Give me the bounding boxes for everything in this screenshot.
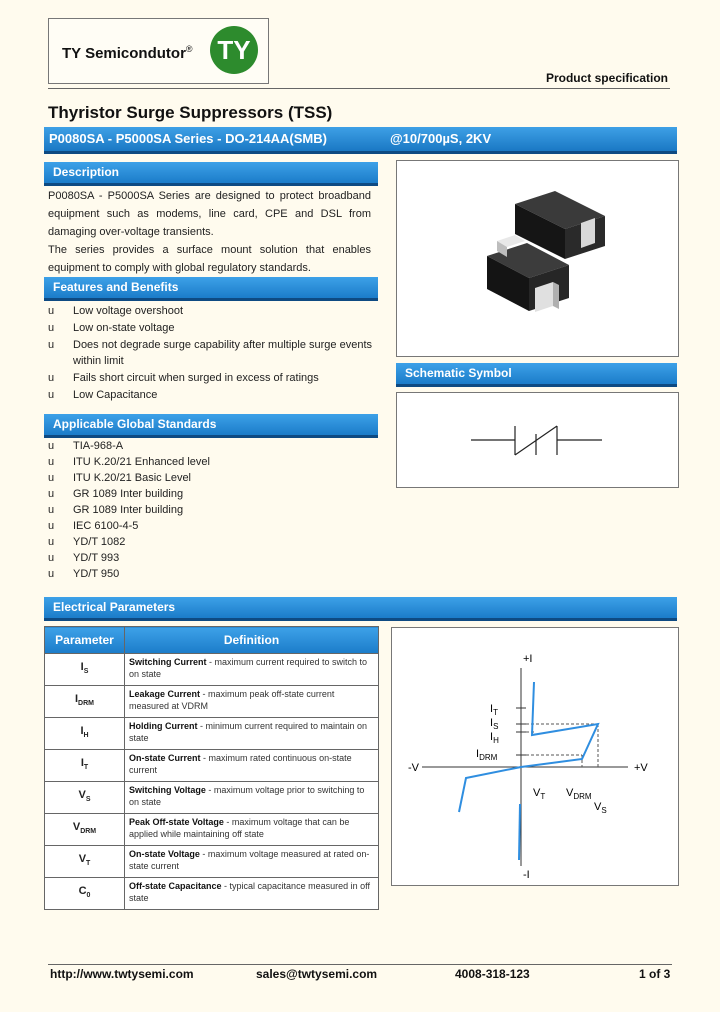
list-item: u ITU K.20/21 Basic Level: [48, 472, 192, 484]
description-para-2: The series provides a surface mount solution that enables equipment to comply with global regulatory standards.: [48, 244, 371, 274]
param-symbol: $C_0$: [45, 878, 125, 910]
label-vt: $V_T$: [533, 787, 546, 801]
param-symbol: $V_T$: [45, 846, 125, 878]
param-definition: Switching Voltage - maximum voltage prior to switching to on state: [125, 782, 379, 814]
list-item: u ITU K.20/21 Enhanced level: [48, 456, 210, 468]
description-text: [48, 187, 371, 277]
label-minus-v: -V: [408, 762, 419, 774]
param-definition: Off-state Capacitance - typical capacitance measured in off state: [125, 878, 379, 910]
table-row: [45, 814, 379, 846]
list-item: u Fails short circuit when surged in excess of ratings: [48, 372, 319, 384]
label-vs: $V_S$: [594, 801, 607, 815]
vi-curve: [392, 628, 678, 885]
label-ih: $I_H$: [490, 731, 499, 745]
label-vdrm: $V_{DRM}$: [566, 787, 592, 801]
param-symbol: $V_S$: [45, 782, 125, 814]
label-it: $I_T$: [490, 703, 498, 717]
table-row: [45, 750, 379, 782]
electrical-heading: Electrical Parameters: [44, 597, 677, 621]
param-symbol: $I_T$: [45, 750, 125, 782]
list-item: u YD/T 1082: [48, 536, 126, 548]
list-item: u YD/T 993: [48, 552, 120, 564]
footer-url[interactable]: http://www.twtysemi.com: [50, 967, 194, 981]
standards-list: [48, 438, 374, 582]
list-item: u TIA-968-A: [48, 440, 124, 452]
list-item: u IEC 6100-4-5: [48, 520, 139, 532]
tss-schematic-symbol: [397, 393, 678, 487]
list-item: u GR 1089 Inter building: [48, 504, 184, 516]
series-name: P0080SA - P5000SA Series - DO-214AA(SMB): [49, 131, 327, 146]
footer-page: 1 of 3: [639, 967, 671, 981]
features-list: [48, 303, 374, 403]
doc-type: Product specification: [545, 71, 668, 85]
table-row: [45, 782, 379, 814]
table-row: [45, 846, 379, 878]
col-parameter: Parameter: [45, 627, 125, 654]
description-heading: Description: [44, 162, 378, 186]
label-idrm: $I_{DRM}$: [476, 748, 498, 762]
param-definition: On-state Current - maximum rated continuous on-state current: [125, 750, 379, 782]
label-minus-i: -I: [523, 869, 530, 881]
schematic-box: [396, 392, 679, 488]
series-rating: @10/700µS, 2KV: [390, 131, 492, 146]
company-logo: TY: [210, 26, 258, 74]
param-definition: On-state Voltage - maximum voltage measured at rated on-state current: [125, 846, 379, 878]
features-heading: Features and Benefits: [44, 277, 378, 301]
series-bar: [44, 127, 677, 154]
param-symbol: $V_{DRM}$: [45, 814, 125, 846]
label-plus-i: +I: [523, 653, 533, 665]
list-item: u YD/T 950: [48, 568, 120, 580]
param-definition: Switching Current - maximum current required to switch to on state: [125, 654, 379, 686]
list-item: u Low Capacitance: [48, 389, 158, 401]
table-row: [45, 718, 379, 750]
standards-heading: Applicable Global Standards: [44, 414, 378, 438]
label-plus-v: +V: [634, 762, 648, 774]
list-item: u Low on-state voltage: [48, 322, 175, 334]
description-para-1: P0080SA - P5000SA Series are designed to protect broadband equipment such as modems, line card, CPE and DSL from damaging over-voltage transients.: [48, 190, 371, 238]
smb-package-illustration: [397, 161, 678, 356]
footer-divider: [48, 964, 672, 965]
table-row: [45, 686, 379, 718]
label-is: $I_S$: [490, 717, 499, 731]
param-symbol: $I_{DRM}$: [45, 686, 125, 718]
schematic-heading: Schematic Symbol: [396, 363, 677, 387]
list-item: u Low voltage overshoot: [48, 305, 184, 317]
param-definition: Peak Off-state Voltage - maximum voltage that can be applied while maintaining off state: [125, 814, 379, 846]
list-item: u GR 1089 Inter building: [48, 488, 184, 500]
list-item: u Does not degrade surge capability after multiple surge events within limit: [48, 339, 373, 367]
param-definition: Holding Current - minimum current required to maintain on state: [125, 718, 379, 750]
table-row: [45, 654, 379, 686]
package-image: [396, 160, 679, 357]
header-divider: [48, 88, 670, 89]
vi-characteristic-graph: [391, 627, 679, 886]
param-symbol: $I_S$: [45, 654, 125, 686]
parameter-table: [44, 626, 379, 910]
footer-email[interactable]: sales@twtysemi.com: [256, 967, 378, 981]
table-header-row: [45, 627, 379, 654]
param-symbol: $I_H$: [45, 718, 125, 750]
company-name: TY Semicondutor®: [62, 44, 193, 62]
col-definition: Definition: [125, 627, 379, 654]
table-row: [45, 878, 379, 910]
param-definition: Leakage Current - maximum peak off-state current measured at VDRM: [125, 686, 379, 718]
page-title: Thyristor Surge Suppressors (TSS): [48, 103, 333, 122]
footer-phone: 4008-318-123: [455, 967, 530, 981]
